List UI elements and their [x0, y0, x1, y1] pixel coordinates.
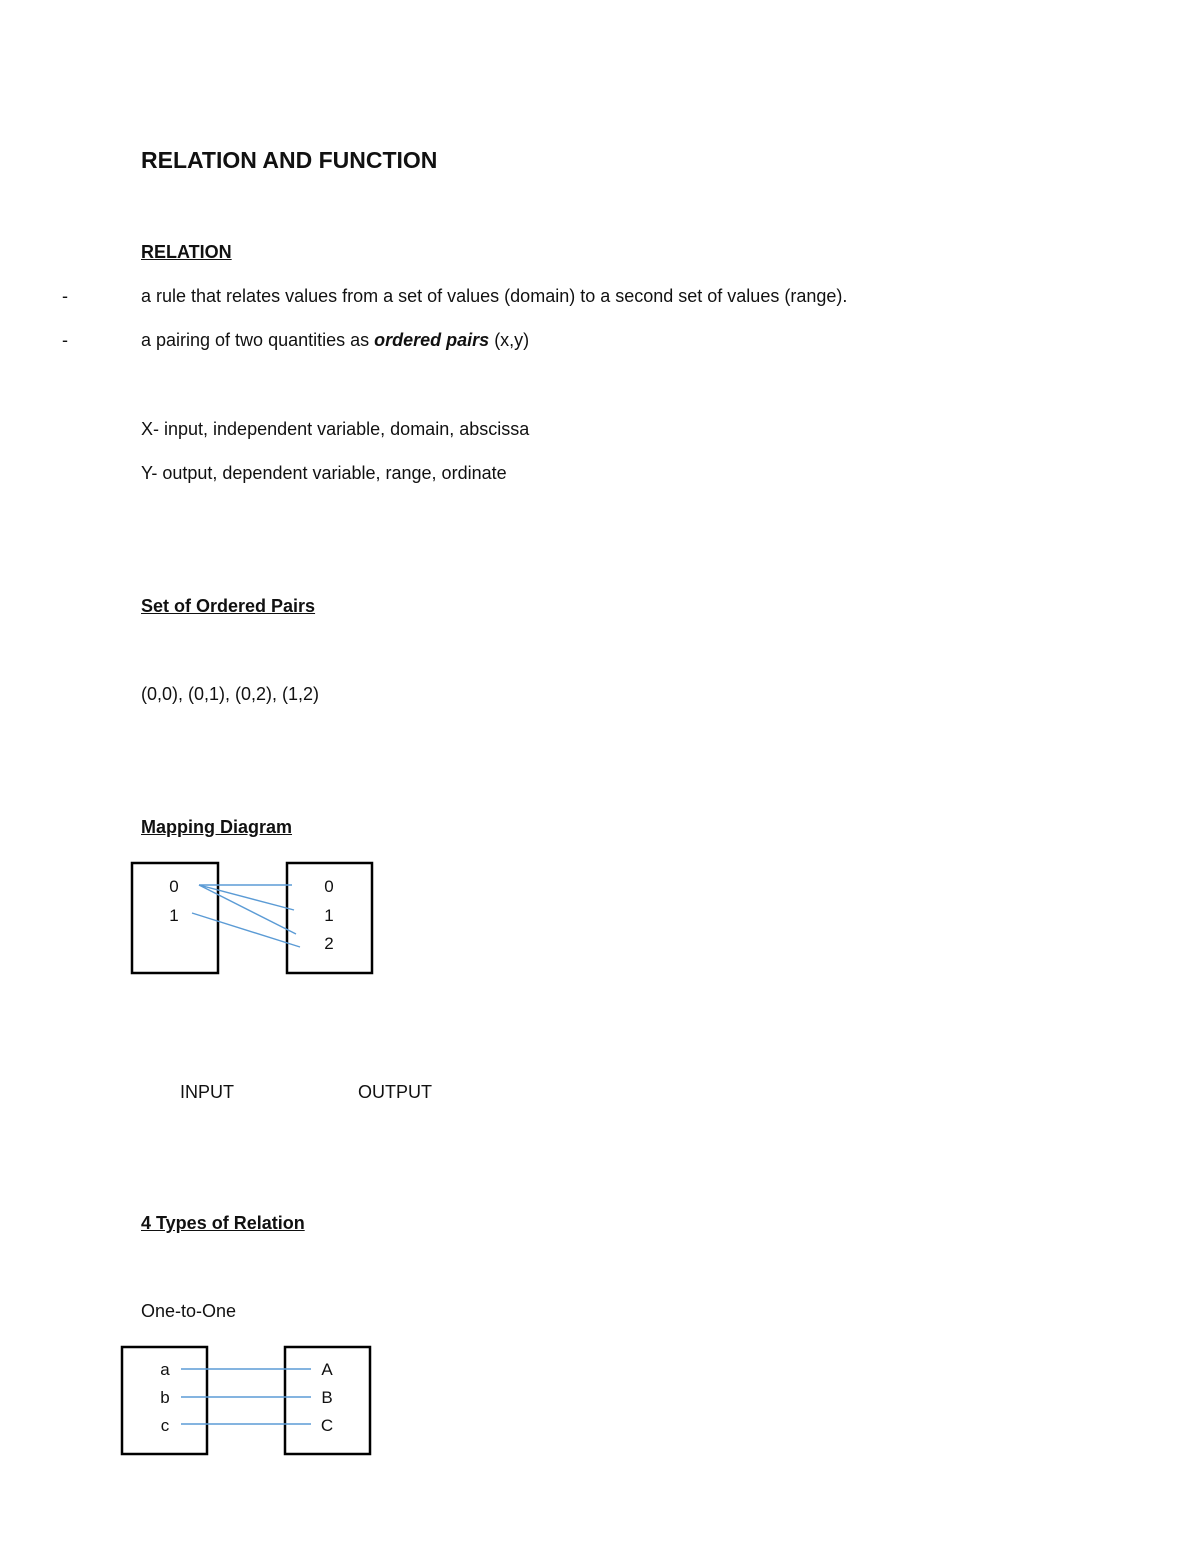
- output-label: OUTPUT: [358, 1082, 432, 1102]
- one-to-one-output-A: A: [321, 1360, 333, 1379]
- bullet-2-text-before: a pairing of two quantities as: [141, 330, 375, 350]
- ordered-pairs-list: (0,0), (0,1), (0,2), (1,2): [141, 684, 320, 704]
- one-to-one-input-a: a: [160, 1360, 170, 1379]
- one-to-one-label: One-to-One: [141, 1301, 237, 1321]
- mapping-output-1: 1: [324, 906, 334, 925]
- bullet-marker: -: [62, 286, 68, 306]
- mapping-link-1-2: [192, 913, 300, 947]
- bullet-marker: -: [62, 330, 68, 350]
- y-definition: Y- output, dependent variable, range, ordinate: [141, 463, 507, 483]
- mapping-heading: Mapping Diagram: [141, 817, 293, 837]
- one-to-one-input-c: c: [160, 1416, 170, 1435]
- x-definition: X- input, independent variable, domain, abscissa: [141, 419, 530, 439]
- input-label: INPUT: [180, 1082, 234, 1102]
- one-to-one-output-B: B: [321, 1388, 333, 1407]
- mapping-diagram: [132, 863, 372, 973]
- mapping-link-0-1: [199, 885, 294, 910]
- mapping-link-0-2: [199, 885, 296, 934]
- mapping-input-1: 1: [169, 906, 179, 925]
- relation-bullet-1: a rule that relates values from a set of values (domain) to a second set of values (range).: [141, 286, 848, 306]
- mapping-output-0: 0: [324, 877, 334, 896]
- relation-heading: RELATION: [141, 242, 232, 262]
- bullet-2-text-after: (x,y): [489, 330, 530, 350]
- mapping-input-0: 0: [169, 877, 179, 896]
- one-to-one-diagram: [122, 1347, 370, 1454]
- ordered-pairs-emphasis: ordered pairs: [374, 330, 490, 350]
- one-to-one-output-C: C: [320, 1416, 334, 1435]
- mapping-output-2: 2: [324, 934, 334, 953]
- ordered-pairs-heading: Set of Ordered Pairs: [141, 596, 316, 616]
- page-title: RELATION AND FUNCTION: [141, 147, 438, 173]
- types-heading: 4 Types of Relation: [141, 1213, 305, 1233]
- one-to-one-input-b: b: [160, 1388, 170, 1407]
